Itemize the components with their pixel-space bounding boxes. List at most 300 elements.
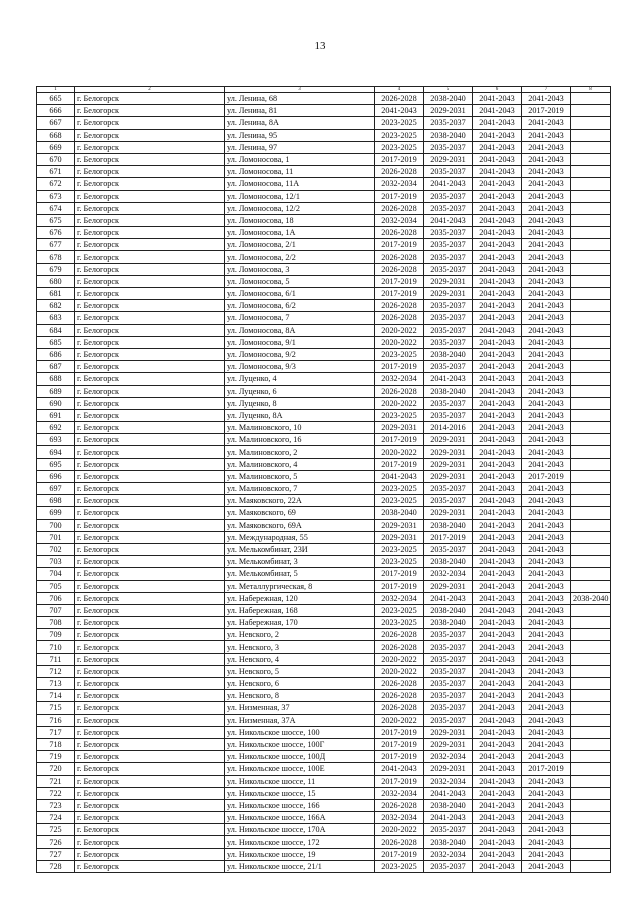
table-cell	[571, 690, 611, 702]
table-cell: 2041-2043	[522, 202, 571, 214]
table-cell: 2041-2043	[522, 178, 571, 190]
table-cell: 2020-2022	[375, 714, 424, 726]
table-cell: 2032-2034	[375, 812, 424, 824]
table-cell: 2017-2019	[375, 361, 424, 373]
table-cell: 2026-2028	[375, 690, 424, 702]
table-cell: 2038-2040	[571, 592, 611, 604]
table-cell: г. Белогорск	[75, 275, 225, 287]
table-cell: ул. Никольское шоссе, 166	[225, 799, 375, 811]
table-cell: 2032-2034	[424, 568, 473, 580]
table-cell	[571, 641, 611, 653]
table-cell	[571, 507, 611, 519]
table-cell: 2041-2043	[473, 190, 522, 202]
table-cell: 2035-2037	[424, 665, 473, 677]
table-cell: г. Белогорск	[75, 860, 225, 872]
table-cell: 2029-2031	[424, 738, 473, 750]
table-cell: 713	[37, 678, 75, 690]
table-cell: 693	[37, 434, 75, 446]
table-cell: 2041-2043	[522, 690, 571, 702]
table-cell: ул. Маяковского, 69А	[225, 519, 375, 531]
table-cell	[571, 348, 611, 360]
table-cell: ул. Ломоносова, 11	[225, 166, 375, 178]
table-row	[37, 214, 611, 226]
table-cell: 2041-2043	[473, 336, 522, 348]
table-cell: 2041-2043	[424, 812, 473, 824]
table-cell: 2026-2028	[375, 799, 424, 811]
table-cell: ул. Мелькомбинат, 5	[225, 568, 375, 580]
table-cell: ул. Ломоносова, 3	[225, 263, 375, 275]
table-cell: 2029-2031	[424, 446, 473, 458]
table-cell: ул. Никольское шоссе, 170А	[225, 824, 375, 836]
table-cell: 2041-2043	[473, 751, 522, 763]
table-cell: 2041-2043	[473, 604, 522, 616]
table-row	[37, 507, 611, 519]
table-cell: ул. Ломоносова, 12/1	[225, 190, 375, 202]
table-cell: 2041-2043	[424, 373, 473, 385]
table-cell: 2041-2043	[522, 799, 571, 811]
table-cell: 2041-2043	[522, 385, 571, 397]
table-cell	[571, 543, 611, 555]
table-cell: 2041-2043	[522, 434, 571, 446]
table-cell: 2041-2043	[522, 93, 571, 105]
table-cell: ул. Ленина, 95	[225, 129, 375, 141]
table-cell: 2041-2043	[473, 787, 522, 799]
table-cell: 2041-2043	[473, 678, 522, 690]
table-cell: 2017-2019	[375, 458, 424, 470]
table-cell: ул. Ломоносова, 2/1	[225, 239, 375, 251]
table-row	[37, 836, 611, 848]
table-cell	[571, 397, 611, 409]
table-row	[37, 543, 611, 555]
table-body	[37, 93, 611, 873]
table-cell: 700	[37, 519, 75, 531]
table-cell: 2041-2043	[473, 300, 522, 312]
table-cell: г. Белогорск	[75, 348, 225, 360]
table-cell: 2041-2043	[473, 141, 522, 153]
table-cell: 694	[37, 446, 75, 458]
table-cell: 2038-2040	[424, 385, 473, 397]
table-cell	[571, 824, 611, 836]
table-cell: 2041-2043	[522, 214, 571, 226]
table-cell: 2041-2043	[522, 507, 571, 519]
table-cell: ул. Луценко, 6	[225, 385, 375, 397]
table-cell: 690	[37, 397, 75, 409]
table-cell	[571, 763, 611, 775]
table-cell: 701	[37, 531, 75, 543]
table-cell: 2041-2043	[522, 556, 571, 568]
table-cell: г. Белогорск	[75, 385, 225, 397]
table-cell: 718	[37, 738, 75, 750]
table-cell: г. Белогорск	[75, 775, 225, 787]
table-row	[37, 227, 611, 239]
table-cell	[571, 799, 611, 811]
table-cell: 2041-2043	[522, 190, 571, 202]
table-cell: 703	[37, 556, 75, 568]
table-row	[37, 860, 611, 872]
table-cell: 2041-2043	[473, 361, 522, 373]
table-cell: г. Белогорск	[75, 836, 225, 848]
table-cell: 2026-2028	[375, 251, 424, 263]
table-cell: г. Белогорск	[75, 495, 225, 507]
table-cell	[571, 812, 611, 824]
table-row	[37, 714, 611, 726]
table-cell: 2041-2043	[522, 848, 571, 860]
table-cell: 2029-2031	[424, 507, 473, 519]
table-cell: 2038-2040	[375, 507, 424, 519]
table-cell: 2041-2043	[522, 787, 571, 799]
table-cell: г. Белогорск	[75, 470, 225, 482]
table-row	[37, 702, 611, 714]
table-row	[37, 799, 611, 811]
table-cell: 2026-2028	[375, 629, 424, 641]
table-cell: 719	[37, 751, 75, 763]
table-cell: 2035-2037	[424, 495, 473, 507]
table-cell: г. Белогорск	[75, 641, 225, 653]
table-cell: г. Белогорск	[75, 214, 225, 226]
table-cell	[571, 434, 611, 446]
table-row	[37, 495, 611, 507]
table-cell: 675	[37, 214, 75, 226]
table-cell: г. Белогорск	[75, 117, 225, 129]
table-cell	[571, 202, 611, 214]
table-cell: 2023-2025	[375, 348, 424, 360]
table-row	[37, 288, 611, 300]
table-row	[37, 202, 611, 214]
table-cell: 2017-2019	[375, 738, 424, 750]
table-cell: г. Белогорск	[75, 519, 225, 531]
table-cell: 2038-2040	[424, 799, 473, 811]
table-cell: 680	[37, 275, 75, 287]
table-cell: 2041-2043	[473, 556, 522, 568]
table-row	[37, 824, 611, 836]
table-cell: 2023-2025	[375, 617, 424, 629]
table-cell: ул. Невского, 6	[225, 678, 375, 690]
table-cell	[571, 324, 611, 336]
table-cell: 2038-2040	[424, 556, 473, 568]
table-cell: 2035-2037	[424, 361, 473, 373]
table-cell: г. Белогорск	[75, 93, 225, 105]
table-cell: 2041-2043	[522, 568, 571, 580]
table-row	[37, 458, 611, 470]
table-cell: 665	[37, 93, 75, 105]
table-cell: 2026-2028	[375, 202, 424, 214]
table-cell: 2035-2037	[424, 678, 473, 690]
table-cell: ул. Ломоносова, 9/3	[225, 361, 375, 373]
table-cell	[571, 483, 611, 495]
table-cell	[571, 568, 611, 580]
table-cell: ул. Набережная, 168	[225, 604, 375, 616]
table-cell: ул. Никольское шоссе, 100Г	[225, 738, 375, 750]
table-cell: 2035-2037	[424, 227, 473, 239]
table-cell: 2029-2031	[424, 458, 473, 470]
table-cell	[571, 458, 611, 470]
table-cell: 2038-2040	[424, 93, 473, 105]
table-cell: г. Белогорск	[75, 324, 225, 336]
table-cell: 2041-2043	[473, 385, 522, 397]
table-cell: 2023-2025	[375, 556, 424, 568]
table-cell: 2029-2031	[424, 105, 473, 117]
table-cell: г. Белогорск	[75, 397, 225, 409]
table-cell: 2041-2043	[473, 629, 522, 641]
table-cell: 2035-2037	[424, 190, 473, 202]
table-cell: 2041-2043	[473, 519, 522, 531]
table-cell: ул. Низменная, 37А	[225, 714, 375, 726]
table-cell: 2041-2043	[522, 324, 571, 336]
table-cell: г. Белогорск	[75, 336, 225, 348]
table-cell: 2041-2043	[522, 543, 571, 555]
table-cell: 2041-2043	[473, 422, 522, 434]
table-cell: 2041-2043	[473, 251, 522, 263]
table-row	[37, 604, 611, 616]
table-cell: ул. Ломоносова, 18	[225, 214, 375, 226]
column-header: 4	[375, 87, 424, 93]
table-cell: 2041-2043	[473, 543, 522, 555]
column-header: 8	[571, 87, 611, 93]
table-cell	[571, 227, 611, 239]
table-cell	[571, 239, 611, 251]
table-cell: 725	[37, 824, 75, 836]
table-cell: 707	[37, 604, 75, 616]
table-cell: 2041-2043	[522, 665, 571, 677]
table-cell	[571, 653, 611, 665]
table-cell: 2017-2019	[375, 751, 424, 763]
table-cell	[571, 470, 611, 482]
table-cell: 678	[37, 251, 75, 263]
table-cell: ул. Ломоносова, 1	[225, 153, 375, 165]
table-row	[37, 629, 611, 641]
table-cell: 2041-2043	[522, 348, 571, 360]
table-cell: 712	[37, 665, 75, 677]
table-cell: 2035-2037	[424, 202, 473, 214]
table-cell: ул. Невского, 4	[225, 653, 375, 665]
table-cell: 2026-2028	[375, 385, 424, 397]
table-cell: 2041-2043	[473, 665, 522, 677]
table-cell: 2041-2043	[473, 860, 522, 872]
table-cell: ул. Никольское шоссе, 172	[225, 836, 375, 848]
table-cell: 2029-2031	[375, 519, 424, 531]
table-cell: 2026-2028	[375, 93, 424, 105]
table-cell: 708	[37, 617, 75, 629]
table-cell: ул. Ломоносова, 7	[225, 312, 375, 324]
table-cell: ул. Малиновского, 10	[225, 422, 375, 434]
page-number: 13	[314, 40, 326, 52]
table-cell: г. Белогорск	[75, 312, 225, 324]
table-cell: ул. Мелькомбинат, 3	[225, 556, 375, 568]
table-cell: 2041-2043	[473, 483, 522, 495]
table-cell: ул. Луценко, 4	[225, 373, 375, 385]
table-cell: 2041-2043	[424, 787, 473, 799]
table-cell: 692	[37, 422, 75, 434]
table-cell: 2038-2040	[424, 617, 473, 629]
table-cell: 2017-2019	[375, 239, 424, 251]
table-cell	[571, 446, 611, 458]
table-cell: 2041-2043	[522, 495, 571, 507]
table-cell: 679	[37, 263, 75, 275]
table-cell: 2041-2043	[424, 214, 473, 226]
table-cell: г. Белогорск	[75, 446, 225, 458]
table-cell: 2038-2040	[424, 129, 473, 141]
table-cell	[571, 178, 611, 190]
table-cell: 2032-2034	[375, 592, 424, 604]
table-row	[37, 190, 611, 202]
table-cell: 2023-2025	[375, 141, 424, 153]
table-cell: г. Белогорск	[75, 824, 225, 836]
table-cell: 2038-2040	[424, 348, 473, 360]
table-cell: 2041-2043	[473, 507, 522, 519]
table-cell: 2041-2043	[473, 848, 522, 860]
table-cell: г. Белогорск	[75, 105, 225, 117]
table-cell: г. Белогорск	[75, 543, 225, 555]
table-cell: г. Белогорск	[75, 568, 225, 580]
table-cell: 2029-2031	[424, 275, 473, 287]
table-cell: 673	[37, 190, 75, 202]
table-cell: ул. Никольское шоссе, 19	[225, 848, 375, 860]
table-cell: 2035-2037	[424, 860, 473, 872]
table-cell: 2041-2043	[522, 775, 571, 787]
table-cell	[571, 678, 611, 690]
table-cell: 2035-2037	[424, 690, 473, 702]
table-cell: г. Белогорск	[75, 629, 225, 641]
table-cell: 2020-2022	[375, 336, 424, 348]
table-cell: 2023-2025	[375, 604, 424, 616]
table-cell: г. Белогорск	[75, 361, 225, 373]
table-cell	[571, 275, 611, 287]
table-cell: 676	[37, 227, 75, 239]
table-cell: 696	[37, 470, 75, 482]
table-cell: 671	[37, 166, 75, 178]
table-cell: 2041-2043	[473, 312, 522, 324]
table-cell: 705	[37, 580, 75, 592]
table-cell: 704	[37, 568, 75, 580]
table-cell: 2041-2043	[522, 751, 571, 763]
table-cell: 2041-2043	[473, 617, 522, 629]
table-cell: г. Белогорск	[75, 531, 225, 543]
table-cell: ул. Никольское шоссе, 166А	[225, 812, 375, 824]
table-row	[37, 373, 611, 385]
table-cell	[571, 531, 611, 543]
table-row	[37, 385, 611, 397]
table-cell	[571, 288, 611, 300]
table-cell: ул. Ломоносова, 5	[225, 275, 375, 287]
table-cell: 684	[37, 324, 75, 336]
table-row	[37, 617, 611, 629]
table-cell: г. Белогорск	[75, 190, 225, 202]
table-cell	[571, 385, 611, 397]
table-cell: 2041-2043	[473, 227, 522, 239]
table-cell: 2017-2019	[522, 470, 571, 482]
table-cell: г. Белогорск	[75, 153, 225, 165]
table-cell: 2023-2025	[375, 860, 424, 872]
table-cell: 2041-2043	[522, 373, 571, 385]
table-cell: 2035-2037	[424, 714, 473, 726]
table-cell: 2023-2025	[375, 117, 424, 129]
table-cell: 2017-2019	[522, 105, 571, 117]
table-cell: ул. Невского, 8	[225, 690, 375, 702]
table-cell: ул. Невского, 3	[225, 641, 375, 653]
table-cell: г. Белогорск	[75, 763, 225, 775]
table-cell: 2041-2043	[473, 409, 522, 421]
table-cell: г. Белогорск	[75, 799, 225, 811]
table-cell: 2041-2043	[522, 117, 571, 129]
table-row	[37, 129, 611, 141]
table-cell: г. Белогорск	[75, 409, 225, 421]
table-cell: 2017-2019	[375, 434, 424, 446]
schedule-table	[36, 86, 611, 873]
table-cell: г. Белогорск	[75, 483, 225, 495]
table-cell	[571, 373, 611, 385]
table-cell: ул. Международная, 55	[225, 531, 375, 543]
table-cell: ул. Набережная, 120	[225, 592, 375, 604]
table-cell: 2041-2043	[522, 726, 571, 738]
table-cell: 695	[37, 458, 75, 470]
table-cell: 2023-2025	[375, 409, 424, 421]
table-row	[37, 348, 611, 360]
table-cell: 2035-2037	[424, 312, 473, 324]
table-cell: 2029-2031	[424, 288, 473, 300]
table-cell: 668	[37, 129, 75, 141]
table-cell: ул. Малиновского, 7	[225, 483, 375, 495]
table-cell: 2041-2043	[473, 763, 522, 775]
table-cell: 2035-2037	[424, 409, 473, 421]
table-cell: ул. Ленина, 68	[225, 93, 375, 105]
table-cell: г. Белогорск	[75, 678, 225, 690]
table-cell: г. Белогорск	[75, 556, 225, 568]
table-cell: 2029-2031	[424, 580, 473, 592]
table-cell: 2041-2043	[424, 178, 473, 190]
table-cell: 2017-2019	[375, 153, 424, 165]
table-cell: 2041-2043	[473, 470, 522, 482]
table-cell: 720	[37, 763, 75, 775]
table-cell: 2032-2034	[375, 214, 424, 226]
table-cell: ул. Мелькомбинат, 23И	[225, 543, 375, 555]
table-row	[37, 470, 611, 482]
table-cell: ул. Маяковского, 22А	[225, 495, 375, 507]
table-cell: 677	[37, 239, 75, 251]
table-cell: 2032-2034	[424, 775, 473, 787]
table-cell: 2041-2043	[473, 434, 522, 446]
table-cell: 2035-2037	[424, 702, 473, 714]
table-cell: 2017-2019	[375, 775, 424, 787]
table-cell: 726	[37, 836, 75, 848]
table-cell: 2041-2043	[473, 348, 522, 360]
table-cell: г. Белогорск	[75, 848, 225, 860]
table-cell: 2041-2043	[473, 653, 522, 665]
table-cell: 721	[37, 775, 75, 787]
table-cell: 2041-2043	[522, 604, 571, 616]
table-cell: г. Белогорск	[75, 665, 225, 677]
table-cell: 2035-2037	[424, 324, 473, 336]
table-cell: 2035-2037	[424, 336, 473, 348]
table-cell: 667	[37, 117, 75, 129]
table-cell: 2041-2043	[473, 531, 522, 543]
table-cell: 2041-2043	[522, 629, 571, 641]
table-cell: 2020-2022	[375, 665, 424, 677]
table-cell: 2032-2034	[424, 751, 473, 763]
table-cell: г. Белогорск	[75, 288, 225, 300]
table-cell: г. Белогорск	[75, 507, 225, 519]
table-row	[37, 239, 611, 251]
table-cell: 2041-2043	[473, 495, 522, 507]
table-cell: г. Белогорск	[75, 434, 225, 446]
table-cell: ул. Никольское шоссе, 21/1	[225, 860, 375, 872]
table-row	[37, 690, 611, 702]
table-cell: 2041-2043	[522, 531, 571, 543]
table-cell: 687	[37, 361, 75, 373]
table-cell: 686	[37, 348, 75, 360]
table-cell: г. Белогорск	[75, 166, 225, 178]
table-cell: 2041-2043	[522, 263, 571, 275]
table-cell: 2026-2028	[375, 300, 424, 312]
